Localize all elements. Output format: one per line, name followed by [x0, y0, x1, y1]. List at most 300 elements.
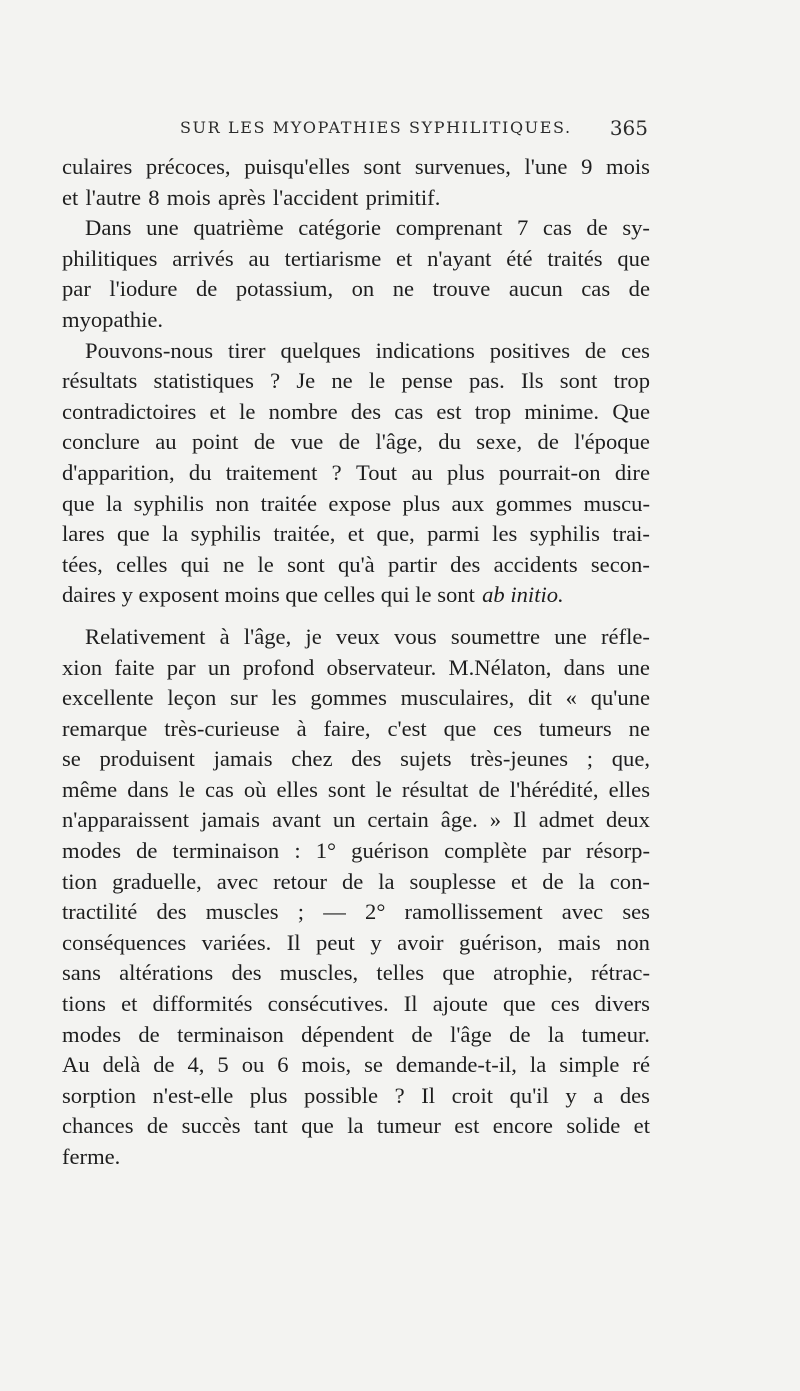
word: produisent	[99, 746, 195, 772]
word: que	[503, 991, 536, 1017]
word: que	[117, 521, 150, 547]
word: ces	[550, 991, 580, 1017]
word: consécutives.	[267, 991, 389, 1017]
paragraph-gap	[62, 611, 650, 622]
word: par	[542, 838, 571, 864]
word: tant	[253, 1113, 288, 1139]
word: de	[341, 868, 364, 894]
word: trouve	[432, 276, 491, 302]
word: pense	[401, 368, 453, 394]
word: qu'il	[509, 1082, 549, 1108]
word: non	[215, 490, 250, 516]
word: qu'une	[590, 685, 650, 711]
word: »	[489, 807, 502, 833]
word: et	[633, 1113, 650, 1139]
text-line	[62, 489, 650, 520]
word: de	[195, 276, 218, 302]
word: faire,	[323, 715, 371, 741]
word: ne	[628, 715, 650, 741]
text-line	[62, 244, 650, 275]
word: à	[219, 623, 230, 649]
word: ?	[331, 459, 342, 485]
word: celles	[116, 551, 168, 577]
word: résultat	[401, 776, 469, 802]
word: été	[506, 245, 533, 271]
word: du	[438, 429, 461, 455]
word: Que	[612, 398, 650, 424]
word: tées,	[62, 551, 103, 577]
word: con-	[609, 868, 650, 894]
word: dire	[614, 459, 650, 485]
word: dit	[528, 685, 552, 711]
word: Il	[403, 991, 418, 1017]
word: contradictoires	[62, 398, 197, 424]
word: que	[442, 960, 475, 986]
text-line	[62, 653, 650, 684]
word: et	[209, 398, 226, 424]
word: faite	[114, 654, 155, 680]
word: après	[217, 184, 266, 210]
word: sont	[559, 368, 598, 394]
word: comprenant	[395, 215, 503, 241]
word: :	[294, 838, 301, 864]
word: l'autre	[85, 184, 142, 210]
word: modes	[62, 838, 121, 864]
word: même	[62, 776, 118, 802]
word: telles	[376, 960, 425, 986]
word: de	[478, 776, 500, 802]
word: guérison,	[459, 929, 543, 955]
word: le	[257, 551, 274, 577]
word: d'apparition,	[62, 459, 175, 485]
word: de	[509, 1021, 531, 1047]
word: ;	[586, 746, 594, 772]
word: 2°	[365, 899, 386, 925]
word: croit	[451, 1082, 494, 1108]
word: souplesse	[409, 868, 497, 894]
italic-phrase: ab initio.	[482, 582, 564, 608]
word: mois,	[301, 1052, 352, 1078]
word: ne	[392, 276, 415, 302]
text-line	[62, 805, 650, 836]
word: que,	[611, 746, 650, 772]
word: statistiques	[153, 368, 254, 394]
word: cas	[542, 215, 572, 241]
word: ?	[394, 1082, 405, 1108]
word: plus	[446, 459, 485, 485]
word: elles	[608, 776, 650, 802]
word: un	[207, 654, 231, 680]
word: traitée	[260, 490, 318, 516]
word: de	[584, 337, 607, 363]
word: de	[586, 215, 608, 241]
word: «	[565, 685, 577, 711]
word: atrophie,	[493, 960, 573, 986]
word: pourrait-on	[498, 459, 601, 485]
word: rétrac-	[591, 960, 650, 986]
text-fragment: daires y exposent moins que celles qui le sont	[62, 582, 475, 608]
word: l'âge	[450, 1021, 492, 1047]
word: trop	[474, 398, 512, 424]
word: accidents	[493, 551, 578, 577]
word: traitée,	[273, 521, 336, 547]
paragraph-first-line	[62, 213, 650, 244]
word: ajoute	[432, 991, 488, 1017]
word: myopathie.	[62, 306, 164, 332]
paragraph-first-line	[62, 622, 650, 653]
word: arrivés	[172, 245, 234, 271]
text-line	[62, 836, 650, 867]
word: tirer	[227, 337, 266, 363]
word: le	[239, 398, 256, 424]
word: que	[62, 490, 95, 516]
word: des	[619, 1082, 650, 1108]
word: cas	[581, 276, 611, 302]
word: au	[155, 429, 177, 455]
word: modes	[62, 1021, 121, 1047]
word: certain	[367, 807, 429, 833]
word: les	[492, 521, 518, 547]
word: 1°	[315, 838, 337, 864]
word: muscles,	[279, 960, 359, 986]
word: terminaison	[172, 838, 280, 864]
word: encore	[492, 1113, 553, 1139]
word: leçon	[167, 685, 217, 711]
word: philitiques	[62, 245, 158, 271]
text-line	[62, 458, 650, 489]
text-line	[62, 1142, 650, 1173]
word: des	[231, 960, 262, 986]
word: à	[296, 715, 307, 741]
word: de	[253, 429, 276, 455]
word: se	[62, 746, 81, 772]
word: très-curieuse	[164, 715, 280, 741]
word: de	[146, 1113, 169, 1139]
word: l'âge,	[375, 429, 423, 455]
word: divers	[594, 991, 650, 1017]
word: et	[347, 521, 365, 547]
text-line	[62, 397, 650, 428]
word: de	[628, 276, 650, 302]
word: de	[537, 429, 559, 455]
word: guérison	[351, 838, 429, 864]
word: 7	[516, 215, 529, 241]
word: aucun	[508, 276, 563, 302]
word: le	[178, 776, 195, 802]
word: la	[547, 1021, 565, 1047]
word: conséquences	[62, 929, 187, 955]
word: les	[271, 685, 297, 711]
word: soumettre	[450, 623, 541, 649]
word: solide	[566, 1113, 621, 1139]
word: 6	[277, 1052, 289, 1078]
word: catégorie	[298, 215, 382, 241]
word: dans	[127, 776, 169, 802]
word: Au	[62, 1052, 90, 1078]
text-line	[62, 867, 650, 898]
word: l'une	[524, 154, 568, 179]
word: sans	[62, 960, 101, 986]
word: ne	[222, 551, 245, 577]
text-line	[62, 958, 650, 989]
word: admet	[538, 807, 594, 833]
word: tumeurs	[538, 715, 612, 741]
word: très-jeunes	[470, 746, 569, 772]
word: tertiarisme	[284, 245, 382, 271]
word: Je	[296, 368, 316, 394]
word: 8	[148, 184, 160, 210]
word: muscu-	[583, 490, 650, 516]
word: l'âge,	[243, 623, 292, 649]
word: y	[370, 929, 382, 955]
word: altérations	[119, 960, 214, 986]
word: la	[162, 521, 179, 547]
word: mois	[166, 184, 211, 210]
word: Tout	[355, 459, 398, 485]
word: difformités	[152, 991, 253, 1017]
word: et	[62, 184, 79, 210]
word: vous	[394, 623, 437, 649]
word: et	[511, 868, 528, 894]
word: au	[248, 245, 270, 271]
word: la	[347, 1113, 364, 1139]
text-line	[62, 305, 650, 336]
word: une	[617, 654, 650, 680]
word: le	[368, 368, 386, 394]
word: y	[565, 1082, 577, 1108]
word: trai-	[612, 521, 650, 547]
word: le	[375, 776, 392, 802]
word: primitif.	[365, 184, 441, 210]
word: sorption	[62, 1082, 137, 1108]
word: M.Nélaton,	[448, 654, 552, 680]
word: la	[578, 868, 595, 894]
word: sont	[287, 551, 325, 577]
word: au	[411, 459, 433, 485]
word: succès	[181, 1113, 241, 1139]
word: sy-	[622, 215, 650, 241]
word: retour	[273, 868, 328, 894]
word: tion	[62, 868, 98, 894]
word: dépendent	[301, 1021, 394, 1047]
word: on	[351, 276, 375, 302]
word: —	[323, 899, 346, 925]
word: avoir	[397, 929, 444, 955]
word: l'hérédité,	[509, 776, 599, 802]
running-title: SUR LES MYOPATHIES SYPHILITIQUES.	[180, 118, 572, 137]
text-line	[62, 897, 650, 928]
word: se	[364, 1052, 383, 1078]
text-line	[62, 427, 650, 458]
word: tractilité	[62, 899, 138, 925]
word: Pouvons-nous	[85, 337, 214, 363]
word: n'ayant	[427, 245, 492, 271]
word: la	[529, 1052, 547, 1078]
word: muscles	[205, 899, 279, 925]
word: observateur.	[326, 654, 437, 680]
word: de	[338, 429, 361, 455]
word: variées.	[201, 929, 272, 955]
word: et	[121, 991, 138, 1017]
word: non	[616, 929, 650, 955]
body-text	[62, 152, 650, 1173]
word: profond	[242, 654, 315, 680]
word: xion	[62, 654, 103, 680]
word: qui	[180, 551, 210, 577]
word: cas	[394, 398, 424, 424]
text-line-with-italic	[62, 580, 650, 611]
text-line	[62, 1081, 650, 1112]
word: la	[105, 490, 123, 516]
text-line	[62, 775, 650, 806]
text-line	[62, 152, 650, 183]
word: l'iodure	[109, 276, 178, 302]
word: une	[146, 215, 179, 241]
word: de	[136, 838, 158, 864]
word: deux	[605, 807, 650, 833]
word: de	[138, 1021, 160, 1047]
word: résorp-	[585, 838, 650, 864]
word: l'accident	[272, 184, 359, 210]
word: est	[436, 398, 462, 424]
word: traitement	[225, 459, 318, 485]
word: Dans	[85, 215, 132, 241]
word: secon-	[590, 551, 650, 577]
word: tumeur.	[581, 1021, 650, 1047]
word: ferme.	[62, 1144, 121, 1169]
word: n'apparaissent	[62, 807, 190, 833]
word: traités	[547, 245, 603, 271]
word: trop	[613, 368, 650, 394]
word: mois	[606, 154, 650, 179]
word: est	[454, 1113, 480, 1139]
word: de	[153, 1052, 175, 1078]
word: et	[396, 245, 413, 271]
word: l'époque	[574, 429, 650, 455]
word: graduelle,	[112, 868, 202, 894]
word: que,	[376, 521, 415, 547]
word: quatrième	[193, 215, 284, 241]
word: positives	[489, 337, 571, 363]
word: ;	[297, 899, 305, 925]
word: sont	[363, 154, 402, 179]
word: plus	[249, 1082, 288, 1108]
word: expose	[328, 490, 392, 516]
word: chez	[291, 746, 333, 772]
word: ramollissement	[404, 899, 543, 925]
word: aux	[451, 490, 485, 516]
word: partir	[387, 551, 437, 577]
word: avec	[561, 899, 604, 925]
word: ?	[270, 368, 281, 394]
word: je	[305, 623, 322, 649]
word: ses	[622, 899, 650, 925]
word: ne	[331, 368, 353, 394]
word: avant	[271, 807, 321, 833]
word: ces	[493, 715, 523, 741]
word: âge.	[440, 807, 478, 833]
word: jamais	[213, 746, 273, 772]
word: des	[350, 398, 382, 424]
word: Relativement	[85, 623, 206, 649]
page-number: 365	[609, 116, 648, 140]
text-line	[62, 989, 650, 1020]
word: tions	[62, 991, 106, 1017]
word: des	[351, 746, 382, 772]
word: Ils	[520, 368, 544, 394]
text-line	[62, 1111, 650, 1142]
word: indications	[375, 337, 475, 363]
word: du	[188, 459, 212, 485]
word: résultats	[62, 368, 138, 394]
text-line	[62, 274, 650, 305]
word: 9	[581, 154, 593, 179]
word: tumeur	[376, 1113, 441, 1139]
word: sujets	[400, 746, 452, 772]
word: cas	[205, 776, 234, 802]
word: gommes	[495, 490, 573, 516]
text-line	[62, 183, 650, 214]
word: syphilis	[190, 521, 261, 547]
word: que	[443, 715, 477, 741]
word: plus	[402, 490, 441, 516]
word: ré	[632, 1052, 650, 1078]
word: a	[593, 1082, 604, 1108]
word: survenues,	[414, 154, 511, 179]
word: quelques	[280, 337, 361, 363]
word: pas.	[468, 368, 505, 394]
word: lares	[62, 521, 105, 547]
word: puisqu'elles	[244, 154, 350, 179]
word: point	[191, 429, 239, 455]
word: réfle-	[601, 623, 650, 649]
word: complète	[444, 838, 527, 864]
word: c'est	[387, 715, 427, 741]
word: des	[450, 551, 481, 577]
word: 5	[217, 1052, 229, 1078]
word: la	[378, 868, 395, 894]
word: elles	[276, 776, 318, 802]
word: par	[62, 276, 91, 302]
word: jamais	[201, 807, 260, 833]
word: que	[301, 1113, 334, 1139]
word: remarque	[62, 715, 148, 741]
word: avec	[216, 868, 259, 894]
text-line	[62, 928, 650, 959]
word: sexe,	[476, 429, 523, 455]
word: par	[166, 654, 196, 680]
page-header	[170, 116, 648, 144]
word: chances	[62, 1113, 134, 1139]
word: parmi	[427, 521, 480, 547]
word: syphilis	[133, 490, 204, 516]
word: ces	[621, 337, 650, 363]
word: qu'à	[338, 551, 375, 577]
word: une	[554, 623, 587, 649]
word: terminaison	[177, 1021, 284, 1047]
word: Il	[421, 1082, 436, 1108]
word: possible	[304, 1082, 379, 1108]
word: de	[411, 1021, 433, 1047]
word: conclure	[62, 429, 140, 455]
word: un	[332, 807, 356, 833]
word: précoces,	[145, 154, 231, 179]
word: Il	[286, 929, 301, 955]
word: mais	[557, 929, 601, 955]
word: musculaires,	[400, 685, 515, 711]
word: delà	[102, 1052, 141, 1078]
word: culaires	[62, 154, 133, 179]
